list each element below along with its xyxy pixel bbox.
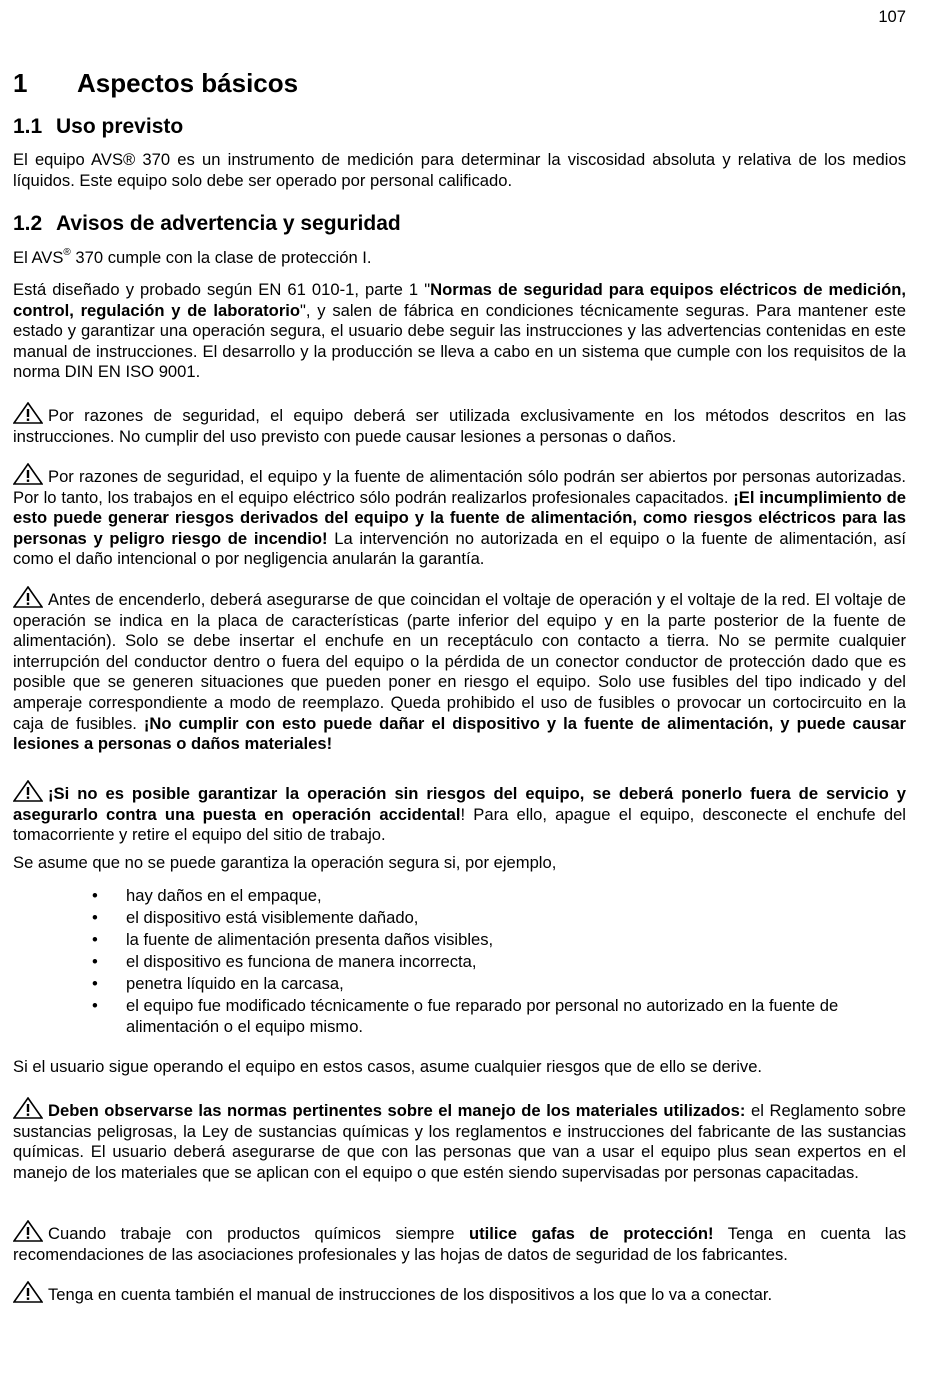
warning-paragraph-4	[13, 780, 906, 846]
bold-text: Deben observarse las normas pertinentes sobre el manejo de los materiales utilizados:	[48, 1101, 746, 1120]
chapter-number: 1	[13, 68, 28, 98]
paragraph-norms	[13, 280, 906, 383]
warning-paragraph-6	[13, 1220, 906, 1265]
warning-paragraph-7	[13, 1281, 906, 1306]
text-span: Por razones de seguridad, el equipo y la fuente de alimentación sólo podrán ser abiertos por personas autorizadas. Por lo tanto, los trabajos en el equipo eléctrico sólo podrán realizarlos profesionales capacitados.	[13, 467, 906, 507]
section-number: 1.1	[13, 115, 43, 138]
section-heading-1-1	[13, 114, 183, 140]
section-heading-1-2	[13, 211, 401, 237]
warning-triangle-icon	[13, 1281, 43, 1303]
warning-triangle-icon	[13, 402, 43, 424]
text-span: Antes de encenderlo, deberá asegurarse de que coincidan el voltaje de operación y el voltaje de la red. El voltaje de operación se indica en la placa de características (parte inferior del equipo y en la parte posterior de la fuente de alimentación). Solo se debe insertar el enchufe en un receptáculo con contacto a tierra. No se permite cualquier interrupción del conductor dentro o fuera del equipo o la pérdida de un conector conductor de protección dado que es posible que se generen situaciones que pueden poner en riesgo el equipo. Solo use fusibles del tipo indicado y del amperaje correspondiente a modo de reemplazo. Queda prohibido el uso de fusibles o provocar un cortocircuito en la caja de fusibles.	[13, 590, 906, 733]
warning-triangle-icon	[13, 1097, 43, 1119]
section-title: Uso previsto	[56, 115, 184, 138]
warning-triangle-icon	[13, 1220, 43, 1242]
list-item: • hay daños en el empaque,	[13, 886, 906, 907]
chapter-heading	[13, 67, 298, 99]
warning-paragraph-1	[13, 402, 906, 447]
warning-triangle-icon	[13, 780, 43, 802]
list-item: • el dispositivo es funciona de manera incorrecta,	[13, 952, 906, 973]
text-span: 370 cumple con la clase de protección I.	[70, 248, 372, 267]
bold-text: Normas de seguridad para equipos eléctricos de medición, control, regulación y de laboratorio	[13, 280, 906, 320]
section-title: Avisos de advertencia y seguridad	[56, 212, 401, 235]
text-span: Tenga en cuenta también el manual de instrucciones de los dispositivos a los que lo va a conectar.	[48, 1285, 773, 1304]
text-span: ! Para ello, apague el equipo, desconecte el enchufe del tomacorriente y retire el equipo del sitio de trabajo.	[13, 804, 906, 845]
text-span: el Reglamento sobre sustancias peligrosas, la Ley de sustancias químicas y los reglamentos e instrucciones del fabricante de las sustancias químicas. El usuario deberá asegurarse de que con las personas que van a usar el equipo plus sean expertos en el manejo de los materiales que se aplican con el equipo o que estén siendo supervisadas por personas capacitadas.	[13, 1101, 906, 1182]
bold-text: ¡El incumplimiento de esto puede generar riesgos derivados del equipo y la fuente de alimentación, como riesgos eléctricos para las personas y peligro riesgo de incendio!	[13, 487, 907, 548]
chapter-title: Aspectos básicos	[77, 68, 299, 98]
bold-text: ¡No cumplir con esto puede dañar el dispositivo y la fuente de alimentación, y puede causar lesiones a personas o daños materiales!	[13, 713, 906, 754]
warning-triangle-icon	[13, 463, 43, 485]
section-number: 1.2	[13, 212, 43, 235]
paragraph-intro-list: Se asume que no se puede garantiza la operación segura si, por ejemplo,	[13, 853, 557, 872]
conditions-list	[13, 886, 906, 1037]
text-span: El AVS	[13, 248, 64, 267]
warning-paragraph-3	[13, 586, 906, 755]
registered-mark: ®	[63, 247, 71, 258]
list-item: • el equipo fue modificado técnicamente o fue reparado por personal no autorizado en la fuente de alimentación o el equipo mismo.	[13, 996, 906, 1037]
paragraph-uso-previsto: El equipo AVS® 370 es un instrumento de medición para determinar la viscosidad absoluta y relativa de los medios líquidos. Este equipo solo debe ser operado por personal calificado.	[13, 150, 906, 190]
warning-paragraph-2	[13, 463, 906, 570]
bold-text: ¡Si no es posible garantizar la operación sin riesgos del equipo, se deberá ponerlo fuera de servicio y asegurarlo contra una puesta en operación accidental	[13, 784, 906, 824]
list-item: • penetra líquido en la carcasa,	[13, 974, 906, 995]
text-span: Tenga en cuenta las recomendaciones de las asociaciones profesionales y las hojas de datos de seguridad de los fabricantes.	[13, 1224, 907, 1264]
text-span: Está diseñado y probado según EN 61 010-1, parte 1 "	[13, 280, 431, 299]
list-item: • el dispositivo está visiblemente dañado,	[13, 908, 906, 929]
paragraph-continued-operation: Si el usuario sigue operando el equipo en estos casos, asume cualquier riesgos que de ello se derive.	[13, 1057, 763, 1076]
text-span: La intervención no autorizada en el equipo o la fuente de alimentación, así como el daño intencional o por negligencia anularán la garantía.	[13, 528, 906, 569]
page-number: 107	[878, 7, 906, 26]
paragraph-protection-class	[13, 248, 906, 269]
text-span: Cuando trabaje con productos químicos siempre	[48, 1224, 469, 1243]
bold-text: utilice gafas de protección!	[469, 1224, 714, 1243]
warning-paragraph-5	[13, 1097, 906, 1183]
text-span: ", y salen de fábrica en condiciones técnicamente seguras. Para mantener este estado y garantizar una operación segura, el usuario debe seguir las instrucciones y las advertencias contenidas en este manual de instrucciones. El desarrollo y la producción se lleva a cabo en un sistema que cumple con los requisitos de la norma DIN EN ISO 9001.	[13, 300, 906, 382]
text-span: Por razones de seguridad, el equipo deberá ser utilizada exclusivamente en los métodos descritos en las instrucciones. No cumplir del uso previsto con puede causar lesiones a personas o daños.	[13, 406, 906, 446]
list-item: • la fuente de alimentación presenta daños visibles,	[13, 930, 906, 951]
warning-triangle-icon	[13, 586, 43, 608]
